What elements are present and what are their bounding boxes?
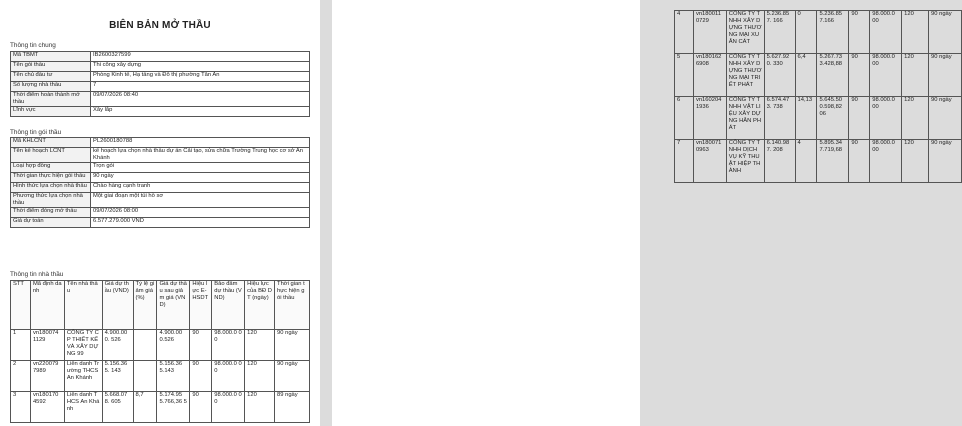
table-cell: 90 ngày xyxy=(929,11,962,54)
field-value: 09/07/2026 08:00 xyxy=(91,208,310,218)
column-header: Thời gian thực hiện gói thầu xyxy=(275,281,310,330)
table-cell: 5.236.85 7.166 xyxy=(817,11,849,54)
table-cell: 90 ngày xyxy=(929,140,962,183)
field-label: Hình thức lựa chọn nhà thầu xyxy=(11,183,91,193)
table-cell: 4 xyxy=(675,11,694,54)
table-cell: 120 xyxy=(902,97,929,140)
field-value: PL2600180788 xyxy=(91,138,310,148)
field-label: Mã KHLCNT xyxy=(11,138,91,148)
table-cell xyxy=(133,361,157,392)
table-cell: vn180162 6908 xyxy=(693,54,726,97)
general-info-row xyxy=(11,62,310,72)
table-cell: 5.645.50 0.598,82 06 xyxy=(817,97,849,140)
field-label: Loại hợp đồng xyxy=(11,163,91,173)
table-cell: 90 ngày xyxy=(275,361,310,392)
general-info-row xyxy=(11,72,310,82)
field-label: Lĩnh vực xyxy=(11,107,91,117)
package-info-row xyxy=(11,208,310,218)
table-cell: vn220079 7989 xyxy=(30,361,64,392)
column-header: STT xyxy=(11,281,31,330)
table-cell: vn180170 4592 xyxy=(30,392,64,423)
bidder-row xyxy=(11,392,310,423)
field-label: Mã TBMT xyxy=(11,52,91,62)
column-header: Tỷ lệ giảm giá (%) xyxy=(133,281,157,330)
field-value: 7 xyxy=(91,82,310,92)
bidder-row xyxy=(675,11,962,54)
table-cell: 90 xyxy=(190,361,212,392)
table-cell: 6,4 xyxy=(795,54,817,97)
table-cell: vn180011 0729 xyxy=(693,11,726,54)
field-value: IB2600327599 xyxy=(91,52,310,62)
field-label: Phương thức lựa chọn nhà thầu xyxy=(11,193,91,208)
table-cell: 5.267.73 3.428,88 xyxy=(817,54,849,97)
column-header: Giá dự thầu (VND) xyxy=(102,281,133,330)
table-cell: vn180074 1129 xyxy=(30,330,64,361)
document-page-right xyxy=(332,0,952,426)
table-cell: CÔNG TY TNHH XÂY DỰNG THƯƠNG MẠI XUÂN CÁT xyxy=(726,11,764,54)
column-header: Tên nhà thầu xyxy=(64,281,102,330)
field-value: Trọn gói xyxy=(91,163,310,173)
table-cell: 3 xyxy=(11,392,31,423)
column-header: Mã định danh xyxy=(30,281,64,330)
table-cell: Liên danh THCS An Khánh xyxy=(64,392,102,423)
column-header: Hiệu lực E-HSDT xyxy=(190,281,212,330)
field-label: Thời điểm hoàn thành mở thầu xyxy=(11,92,91,107)
package-info-row xyxy=(11,138,310,148)
bidder-row xyxy=(675,140,962,183)
package-info-row xyxy=(11,183,310,193)
table-cell: 4.900.00 0.526 xyxy=(157,330,190,361)
table-cell: 90 xyxy=(849,54,870,97)
table-cell: 7 xyxy=(675,140,694,183)
field-value: Phòng Kinh tế, Hạ tầng và Đô thị phường Tân An xyxy=(91,72,310,82)
package-info-row xyxy=(11,218,310,228)
table-cell: 6 xyxy=(675,97,694,140)
column-header: Giá dự thầu sau giảm giá (VND) xyxy=(157,281,190,330)
table-cell: vn160204 1936 xyxy=(693,97,726,140)
table-cell: 6.574.473. 738 xyxy=(764,97,795,140)
field-label: Tên gói thầu xyxy=(11,62,91,72)
package-info-row xyxy=(11,163,310,173)
table-cell xyxy=(133,330,157,361)
table-cell: 14,13 xyxy=(795,97,817,140)
field-label: Tên chủ đầu tư xyxy=(11,72,91,82)
table-cell: CÔNG TY TNHH VẬT LIỆU XÂY DỰNG HÂN PHÁT xyxy=(726,97,764,140)
bidder-row xyxy=(675,54,962,97)
table-cell: 98.000.0 00 xyxy=(870,11,902,54)
bidder-row xyxy=(675,97,962,140)
table-cell: 5.668.078. 605 xyxy=(102,392,133,423)
section-heading-general: Thông tin chung xyxy=(10,42,56,49)
table-cell: 120 xyxy=(245,330,275,361)
table-cell: 90 xyxy=(849,140,870,183)
table-cell: 98.000.0 00 xyxy=(870,54,902,97)
table-cell: vn180071 0963 xyxy=(693,140,726,183)
table-cell: 0 xyxy=(795,11,817,54)
table-cell: 4.900.000. 526 xyxy=(102,330,133,361)
field-label: Thời gian thực hiện gói thầu xyxy=(11,173,91,183)
table-cell: 90 ngày xyxy=(929,54,962,97)
bidders-table-continued xyxy=(674,10,962,183)
column-header: Hiệu lực của BĐ DT (ngày) xyxy=(245,281,275,330)
section-heading-package: Thông tin gói thầu xyxy=(10,129,62,136)
package-info-row xyxy=(11,148,310,163)
table-cell: 90 xyxy=(849,97,870,140)
field-label: Thời điểm đóng mở thầu xyxy=(11,208,91,218)
table-cell: 5.236.857. 166 xyxy=(764,11,795,54)
table-cell: CÔNG TY CP THIẾT KẾ VÀ XÂY DỰNG 99 xyxy=(64,330,102,361)
table-cell: 2 xyxy=(11,361,31,392)
package-info-row xyxy=(11,193,310,208)
field-value: 09/07/2026 08:40 xyxy=(91,92,310,107)
table-cell: 90 ngày xyxy=(929,97,962,140)
table-cell: 90 xyxy=(849,11,870,54)
table-cell: 90 xyxy=(190,392,212,423)
table-cell: 90 ngày xyxy=(275,330,310,361)
general-info-row xyxy=(11,82,310,92)
document-page-left xyxy=(0,0,320,426)
field-value: kế hoạch lựa chọn nhà thầu dự án Cải tạo, sửa chữa Trường Trung học cơ sở An Khánh xyxy=(91,148,310,163)
table-cell: 98.000.0 00 xyxy=(870,97,902,140)
bidder-row xyxy=(11,330,310,361)
table-cell: Liên danh Trường THCS An Khánh xyxy=(64,361,102,392)
bidder-row xyxy=(11,361,310,392)
table-cell: 98.000.0 00 xyxy=(212,361,245,392)
table-cell: 120 xyxy=(245,392,275,423)
document-title: BIÊN BẢN MỞ THẦU xyxy=(109,20,211,31)
table-cell: 5.156.36 5.143 xyxy=(157,361,190,392)
bidders-table xyxy=(10,280,310,423)
field-value: 6.577.279.000 VND xyxy=(91,218,310,228)
table-cell: 90 xyxy=(190,330,212,361)
table-cell: 98.000.0 00 xyxy=(212,330,245,361)
table-cell: 1 xyxy=(11,330,31,361)
field-value: Xây lắp xyxy=(91,107,310,117)
field-value: Chào hàng cạnh tranh xyxy=(91,183,310,193)
table-cell: 120 xyxy=(902,54,929,97)
table-cell: 5.895.34 7.719,68 xyxy=(817,140,849,183)
field-label: Số lượng nhà thầu xyxy=(11,82,91,92)
field-value: Thi công xây dựng xyxy=(91,62,310,72)
table-cell: 120 xyxy=(245,361,275,392)
table-cell: CÔNG TY TNHH XÂY DỰNG THƯƠNG MẠI TRIẾT PHÁT xyxy=(726,54,764,97)
table-cell: 120 xyxy=(902,11,929,54)
table-cell: 6.140.987. 208 xyxy=(764,140,795,183)
package-info-table xyxy=(10,137,310,228)
table-cell: 89 ngày xyxy=(275,392,310,423)
table-cell: CÔNG TY TNHH DỊCH VỤ KỸ THUẬT HIỆP THÀNH xyxy=(726,140,764,183)
table-cell: 98.000.0 00 xyxy=(212,392,245,423)
section-heading-bidders: Thông tin nhà thầu xyxy=(10,271,64,278)
field-value: 90 ngày xyxy=(91,173,310,183)
table-cell: 5.627.920. 330 xyxy=(764,54,795,97)
table-cell: 5.156.365. 143 xyxy=(102,361,133,392)
field-label: Giá dự toán xyxy=(11,218,91,228)
field-label: Tên kế hoạch LCNT xyxy=(11,148,91,163)
table-cell: 5.174.95 5.766,36 5 xyxy=(157,392,190,423)
table-cell: 4 xyxy=(795,140,817,183)
column-header: Bảo đảm dự thầu (VND) xyxy=(212,281,245,330)
table-cell: 5 xyxy=(675,54,694,97)
general-info-row xyxy=(11,107,310,117)
package-info-row xyxy=(11,173,310,183)
table-cell: 98.000.0 00 xyxy=(870,140,902,183)
general-info-row xyxy=(11,92,310,107)
table-cell: 120 xyxy=(902,140,929,183)
general-info-row xyxy=(11,52,310,62)
table-cell: 8,7 xyxy=(133,392,157,423)
general-info-table xyxy=(10,51,310,117)
field-value: Một giai đoạn một túi hồ sơ xyxy=(91,193,310,208)
